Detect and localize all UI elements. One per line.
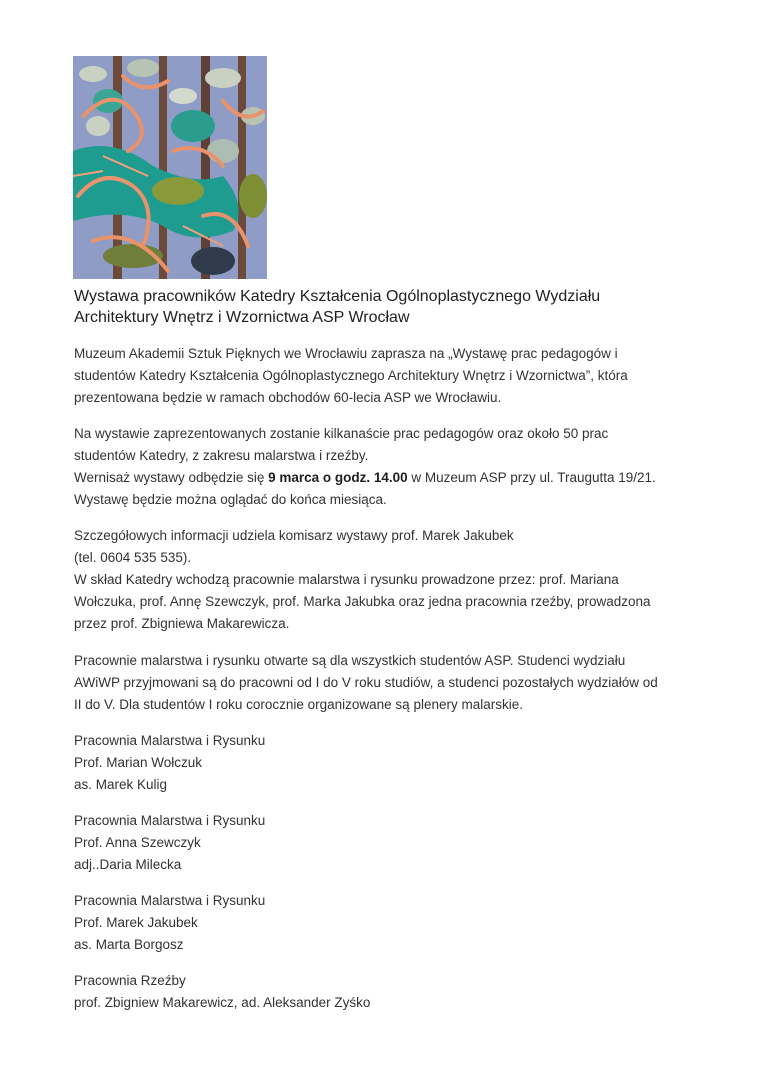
studio-name: Pracownia Malarstwa i Rysunku [74,893,266,908]
studio-entry [74,810,714,876]
paragraph-line: przez prof. Zbigniewa Makarewicza. [74,616,290,631]
studios-info-paragraph [74,650,714,716]
studio-head: Prof. Marian Wołczuk [74,755,203,770]
phone-number: (tel. 0604 535 535). [74,550,192,565]
studio-assistant: adj..Daria Milecka [74,857,182,872]
studio-head: Prof. Marek Jakubek [74,915,198,930]
opening-location: w Muzeum ASP przy ul. Traugutta 19/21. [407,470,656,485]
paragraph-line: II do V. Dla studentów I roku corocznie organizowane są plenery malarskie. [74,697,523,712]
intro-paragraph [74,343,714,409]
studio-head: prof. Zbigniew Makarewicz, ad. Aleksander Zyśko [74,995,371,1010]
opening-text: Wernisaż wystawy odbędzie się [74,470,269,485]
studio-assistant: as. Marta Borgosz [74,937,184,952]
paragraph-line: Wystawę będzie można oglądać do końca miesiąca. [74,492,387,507]
paragraph-line: W skład Katedry wchodzą pracownie malarstwa i rysunku prowadzone przez: prof. Mariana [74,572,619,587]
title-line: Wystawa pracowników Katedry Kształcenia Ogólnoplastycznego Wydziału [74,288,601,305]
abstract-painting-image [73,56,267,279]
studio-entry [74,730,714,796]
paragraph-line: Na wystawie zaprezentowanych zostanie kilkanaście prac pedagogów oraz około 50 prac [74,426,609,441]
studio-name: Pracownia Rzeźby [74,973,186,988]
paragraph-line: studentów Katedry, z zakresu malarstwa i rzeźby. [74,448,369,463]
paragraph-line: studentów Katedry Kształcenia Ogólnoplastycznego Architektury Wnętrz i Wzornictwa”, która [74,368,628,383]
paragraph-line: Szczegółowych informacji udziela komisarz wystawy prof. Marek Jakubek [74,528,514,543]
studio-name: Pracownia Malarstwa i Rysunku [74,733,266,748]
opening-date: 9 marca o godz. 14.00 [268,470,408,485]
paragraph-line: Muzeum Akademii Sztuk Pięknych we Wrocławiu zaprasza na „Wystawę prac pedagogów i [74,346,618,361]
paragraph-line: Wołczuka, prof. Annę Szewczyk, prof. Marka Jakubka oraz jedna pracownia rzeźby, prowadzona [74,594,651,609]
opening-line [74,467,714,489]
exhibition-paragraph [74,423,714,511]
studio-head: Prof. Anna Szewczyk [74,835,201,850]
paragraph-line: AWiWP przyjmowani są do pracowni od I do V roku studiów, a studenci pozostałych wydziałów od [74,675,658,690]
studio-entry [74,890,714,956]
details-paragraph [74,525,714,635]
page-title [74,286,714,328]
paragraph-line: Pracownie malarstwa i rysunku otwarte są dla wszystkich studentów ASP. Studenci wydziału [74,653,626,668]
studio-name: Pracownia Malarstwa i Rysunku [74,813,266,828]
paragraph-line: prezentowana będzie w ramach obchodów 60-lecia ASP we Wrocławiu. [74,390,502,405]
studio-assistant: as. Marek Kulig [74,777,168,792]
title-line: Architektury Wnętrz i Wzornictwa ASP Wrocław [74,309,410,326]
studio-entry [74,970,714,1014]
